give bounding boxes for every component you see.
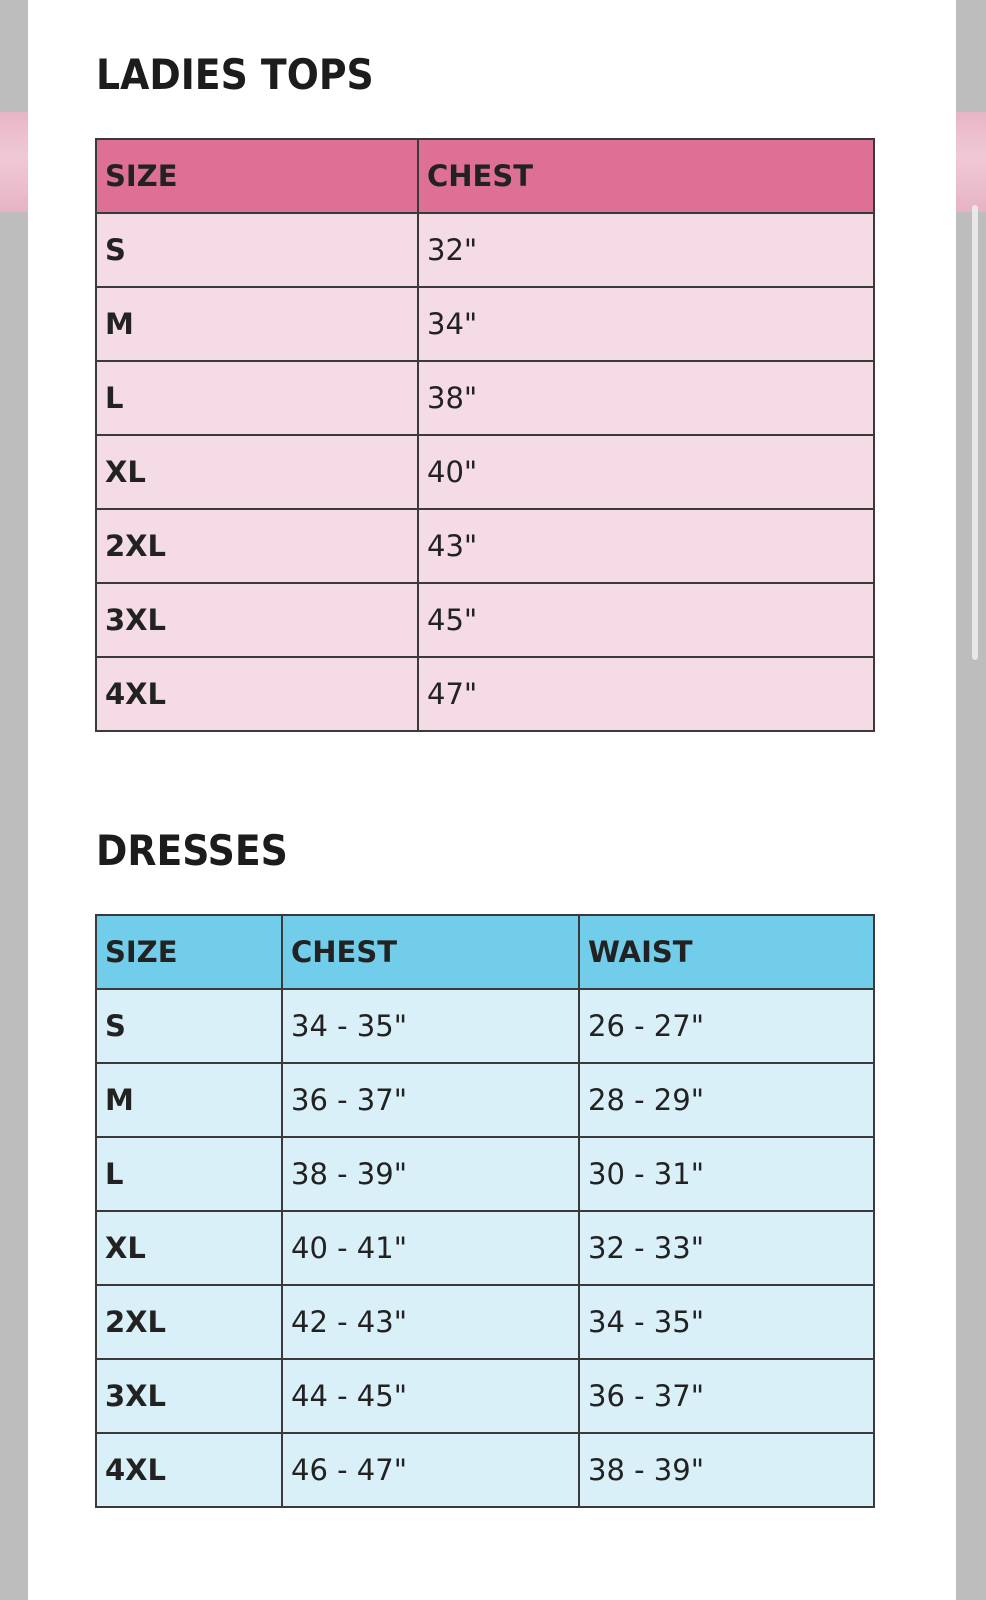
chest-cell: 47" — [418, 657, 874, 731]
waist-cell: 30 - 31" — [579, 1137, 874, 1211]
size-cell: 3XL — [96, 1359, 282, 1433]
table-row — [96, 1211, 874, 1285]
size-cell: M — [96, 287, 418, 361]
chest-cell: 32" — [418, 213, 874, 287]
chest-cell: 34 - 35" — [282, 989, 579, 1063]
table-row — [96, 657, 874, 731]
table-header-row — [96, 139, 874, 213]
size-cell: 2XL — [96, 1285, 282, 1359]
waist-cell: 36 - 37" — [579, 1359, 874, 1433]
size-cell: S — [96, 213, 418, 287]
waist-cell: 38 - 39" — [579, 1433, 874, 1507]
chest-cell: 40" — [418, 435, 874, 509]
chest-cell: 40 - 41" — [282, 1211, 579, 1285]
table-header-row — [96, 915, 874, 989]
size-cell: M — [96, 1063, 282, 1137]
size-cell: 3XL — [96, 583, 418, 657]
size-chart-panel — [28, 0, 956, 1600]
chest-cell: 34" — [418, 287, 874, 361]
table-row — [96, 509, 874, 583]
size-header: SIZE — [96, 139, 418, 213]
size-cell: L — [96, 361, 418, 435]
scrollbar-thumb[interactable] — [972, 205, 978, 660]
table-row — [96, 213, 874, 287]
chest-cell: 42 - 43" — [282, 1285, 579, 1359]
chest-cell: 44 - 45" — [282, 1359, 579, 1433]
waist-cell: 32 - 33" — [579, 1211, 874, 1285]
size-header: SIZE — [96, 915, 282, 989]
backdrop-image-left — [0, 112, 28, 212]
size-cell: XL — [96, 435, 418, 509]
dresses-table — [95, 914, 875, 1508]
ladies-tops-title: LADIES TOPS — [96, 50, 374, 99]
table-row — [96, 1433, 874, 1507]
chest-header: CHEST — [282, 915, 579, 989]
chest-cell: 46 - 47" — [282, 1433, 579, 1507]
size-cell: 4XL — [96, 657, 418, 731]
table-row — [96, 1063, 874, 1137]
waist-header: WAIST — [579, 915, 874, 989]
size-cell: XL — [96, 1211, 282, 1285]
table-row — [96, 583, 874, 657]
size-cell: 4XL — [96, 1433, 282, 1507]
size-cell: L — [96, 1137, 282, 1211]
ladies-tops-table — [95, 138, 875, 732]
chest-cell: 38" — [418, 361, 874, 435]
size-cell: 2XL — [96, 509, 418, 583]
chest-cell: 38 - 39" — [282, 1137, 579, 1211]
table-row — [96, 1285, 874, 1359]
table-row — [96, 989, 874, 1063]
chest-header: CHEST — [418, 139, 874, 213]
table-row — [96, 1137, 874, 1211]
size-cell: S — [96, 989, 282, 1063]
chest-cell: 43" — [418, 509, 874, 583]
backdrop-image-right — [956, 112, 986, 212]
waist-cell: 28 - 29" — [579, 1063, 874, 1137]
waist-cell: 34 - 35" — [579, 1285, 874, 1359]
table-row — [96, 435, 874, 509]
table-row — [96, 1359, 874, 1433]
chest-cell: 36 - 37" — [282, 1063, 579, 1137]
chest-cell: 45" — [418, 583, 874, 657]
dresses-title: DRESSES — [96, 826, 288, 875]
waist-cell: 26 - 27" — [579, 989, 874, 1063]
table-row — [96, 361, 874, 435]
table-row — [96, 287, 874, 361]
